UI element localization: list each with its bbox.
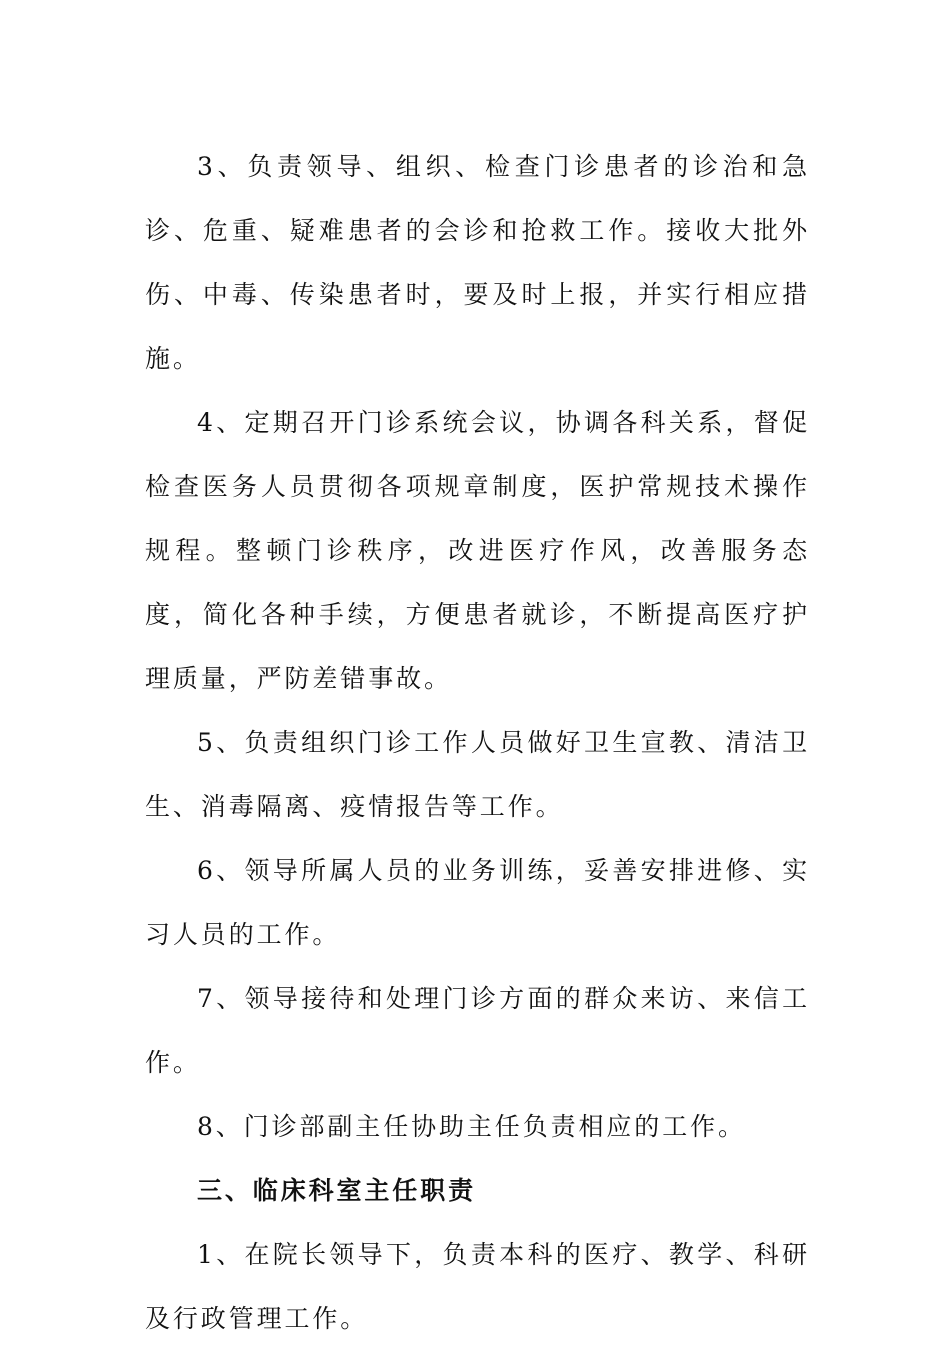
paragraph-item-8: 8、门诊部副主任协助主任负责相应的工作。 [197,1112,746,1141]
document-body [145,135,810,1351]
paragraph-item-6: 6、领导所属人员的业务训练，妥善安排进修、实习人员的工作。 [145,856,810,949]
section-heading: 三、临床科室主任职责 [197,1176,477,1205]
paragraph-item-5: 5、负责组织门诊工作人员做好卫生宣教、清洁卫生、消毒隔离、疫情报告等工作。 [145,728,810,821]
paragraph-item-7: 7、领导接待和处理门诊方面的群众来访、来信工作。 [145,984,810,1077]
paragraph-item-3: 3、负责领导、组织、检查门诊患者的诊治和急诊、危重、疑难患者的会诊和抢救工作。接收大批外伤、中毒、传染患者时，要及时上报，并实行相应措施。 [145,152,810,373]
section-paragraph-1: 1、在院长领导下，负责本科的医疗、教学、科研及行政管理工作。 [145,1240,810,1333]
paragraph-item-4: 4、定期召开门诊系统会议，协调各科关系，督促检查医务人员贯彻各项规章制度，医护常规技术操作规程。整顿门诊秩序，改进医疗作风，改善服务态度，简化各种手续，方便患者就诊，不断提高医疗护理质量，严防差错事故。 [145,408,810,693]
